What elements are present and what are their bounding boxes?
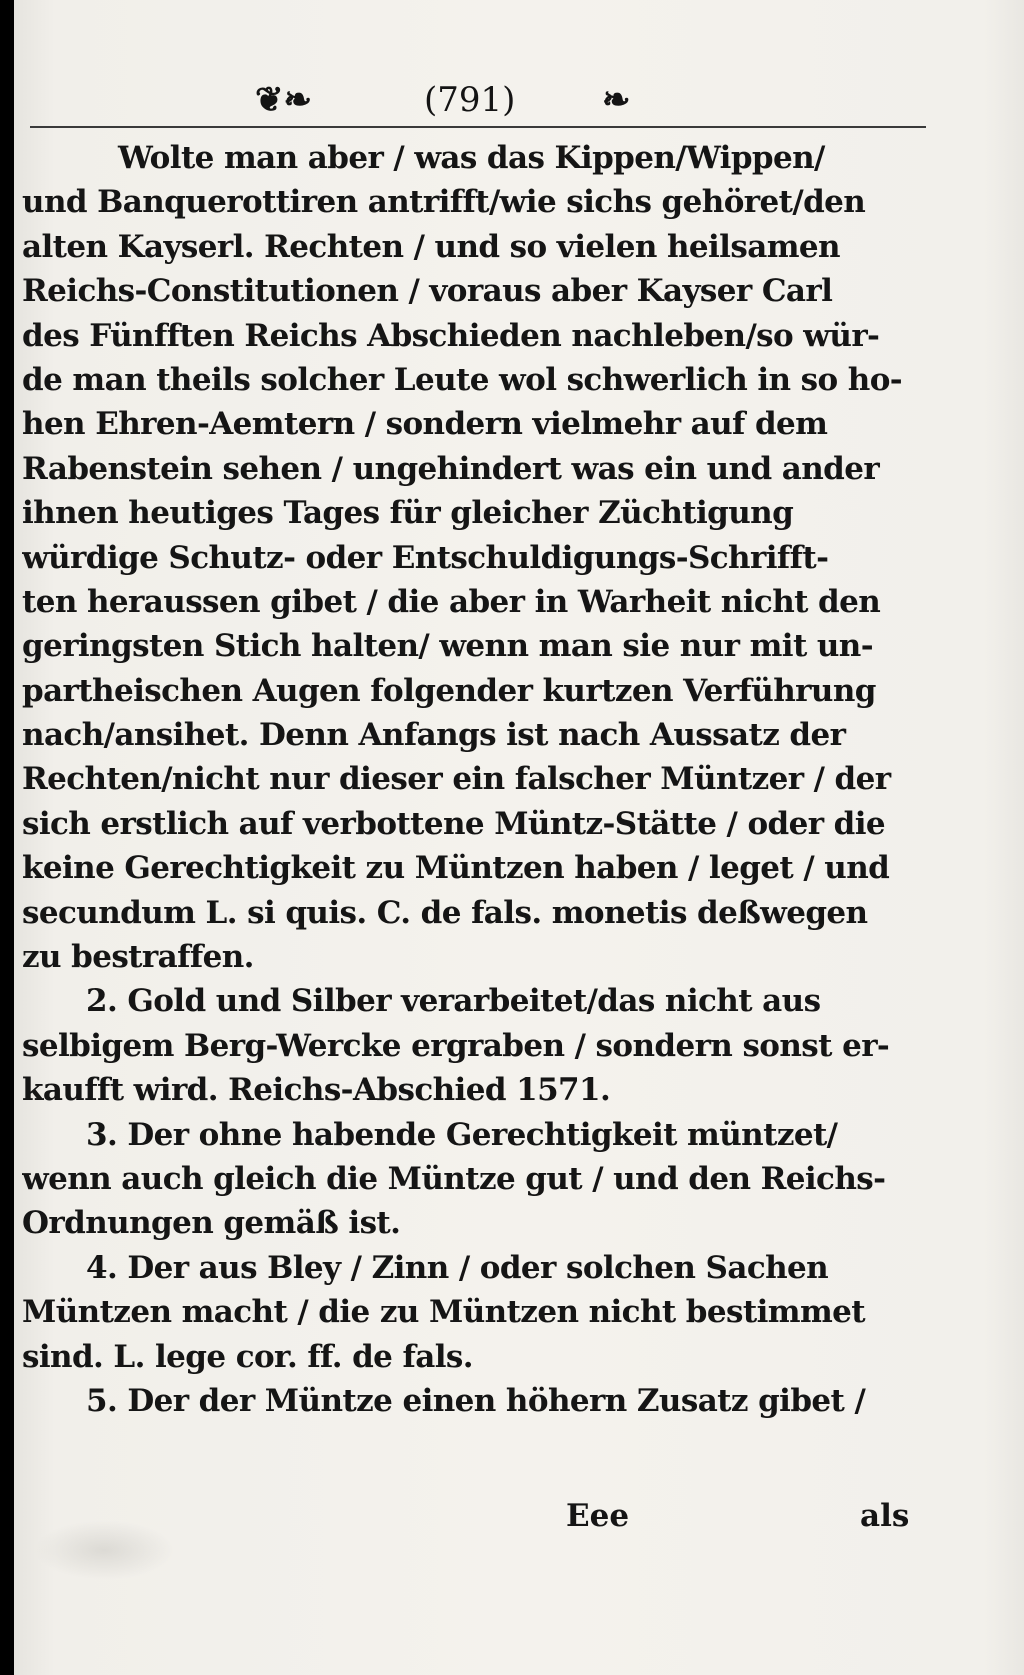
text-line: kaufft wird. Reichs-Abschied 1571. (22, 1072, 611, 1109)
numbered-item-3: 3. Der ohne habende Gerechtigkeit müntzet/ (86, 1116, 838, 1153)
text-line: ihnen heutiges Tages für gleicher Züchtigung (22, 495, 794, 532)
text-line: Wolte man aber / was das Kippen/Wippen/ (118, 140, 825, 176)
text-line: hen Ehren-Aemtern / sondern vielmehr auf dem (22, 406, 828, 443)
ink-smudge (34, 1520, 174, 1580)
body-text (22, 136, 922, 1423)
text-line: Rabenstein sehen / ungehindert was ein und ander (22, 450, 880, 487)
text-line: zu bestraffen. (22, 939, 254, 976)
right-ornament-icon: ❧ (602, 80, 631, 120)
text-line: sich erstlich auf verbottene Müntz-Stätte / oder die (22, 805, 886, 842)
text-line: geringsten Stich halten/ wenn man sie nur mit un- (22, 628, 874, 665)
text-line: wenn auch gleich die Müntze gut / und den Reichs- (22, 1160, 886, 1197)
text-line-latin-citation: secundum L. si quis. C. de fals. monetis deßwegen (22, 894, 868, 931)
text-line: alten Kayserl. Rechten / und so vielen heilsamen (22, 228, 840, 265)
header-rule (30, 126, 926, 128)
text-line: des Fünfften Reichs Abschieden nachleben/so wür- (22, 317, 880, 354)
text-line: keine Gerechtigkeit zu Müntzen haben / leget / und (22, 850, 890, 887)
numbered-item-2: 2. Gold und Silber verarbeitet/das nicht aus (86, 983, 821, 1020)
catchword: als (860, 1498, 910, 1534)
book-page (14, 0, 1024, 1675)
text-line: selbigem Berg-Wercke ergraben / sondern sonst er- (22, 1027, 890, 1064)
numbered-item-5: 5. Der der Müntze einen höhern Zusatz gibet / (86, 1382, 866, 1419)
signature-mark: Eee (566, 1498, 630, 1534)
numbered-item-4: 4. Der aus Bley / Zinn / oder solchen Sachen (86, 1249, 829, 1286)
text-line: nach/ansihet. Denn Anfangs ist nach Aussatz der (22, 717, 846, 754)
text-line: sind. L. lege cor. ff. de fals. (22, 1338, 473, 1375)
text-line: Reichs-Constitutionen / voraus aber Kayser Carl (22, 273, 833, 310)
text-line: Ordnungen gemäß ist. (22, 1205, 401, 1242)
text-line: würdige Schutz- oder Entschuldigungs-Schrifft- (22, 539, 829, 576)
text-line: Müntzen macht / die zu Müntzen nicht bestimmet (22, 1294, 866, 1331)
text-line: partheischen Augen folgender kurtzen Verführung (22, 672, 876, 709)
running-header (14, 78, 1024, 122)
text-line: Rechten/nicht nur dieser ein falscher Müntzer / der (22, 761, 891, 798)
left-ornament-icon: ❦❧ (255, 80, 312, 120)
text-line: und Banquerottiren antrifft/wie sichs gehöret/den (22, 184, 866, 221)
page-number: (791) (424, 80, 516, 120)
text-line: ten heraussen gibet / die aber in Warheit nicht den (22, 583, 881, 620)
text-line: de man theils solcher Leute wol schwerlich in so ho- (22, 361, 903, 398)
